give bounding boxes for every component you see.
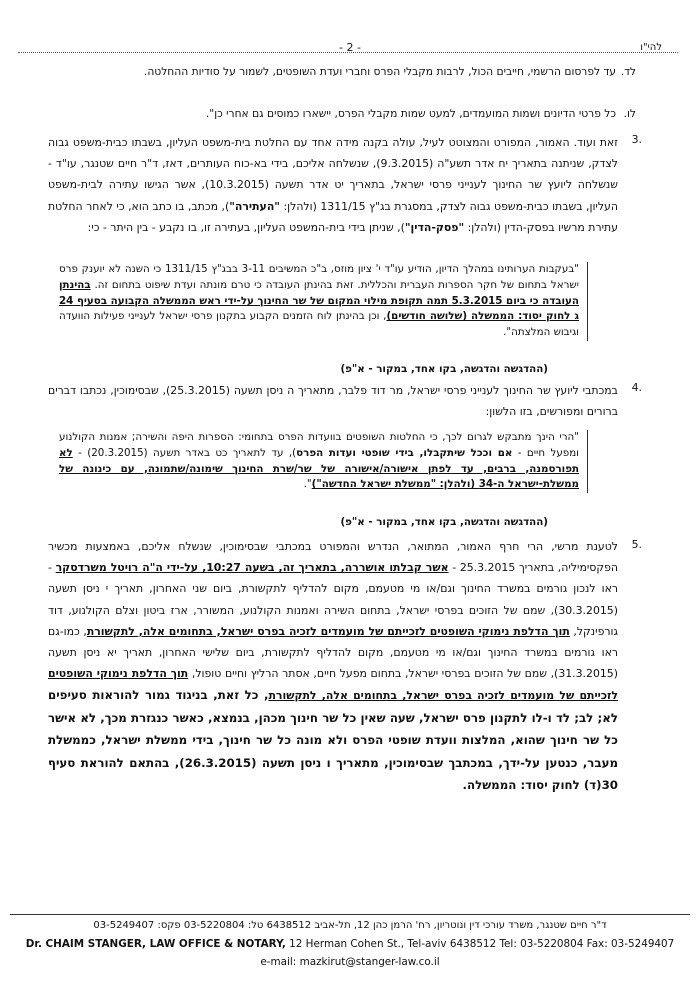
paragraph-number-4: .4 (631, 381, 642, 394)
paragraph-5: לטענת מרשי, הרי חרף האמור, המתואר, הנדרש והמפורט במכתבי שבסימוכין, שנשלח אליכם, באמצעות מכשיר הפקסימיליה, בתאריך 25.3.2015 - אשר קבלתו אושררה, בתאריך זה, בשעה 10:27, על-ידי ה"ה רויטל משרדסקר - ראו לנכון גורמים במשרד החינוך וגם/או מי מטעמם, מקום להדליף לתקשורת, ביום שני האחרון, תאריך י ניסן תשעה (30.3.2015), שמם של הזוכים בפרסי ישראל, בתחום השירה ואמנות הקולנוע, המשורר, ארז ביטון וצלם הקולנוע, דוד גורפינקל, תוך הדלפת נימוקי השופטים לזכייתם של מועמדים לזכיה בפרס ישראל, בתחומים אלה, לתקשורת, כמו-גם ראו גורמים במשרד החינוך וגם/או מי מטעמם, מקום להדליף לתקשורת, ביום שלישי האחרון, תאריך יא ניסן תשעה (31.3.2015), שמם של הזוכים בפרסי ישראל, בתחום מפעל חיים, אסתר הרליץ וחיים טופול, תוך הדלפת נימוקי השופטים לזכייתם של מועמדים לזכיה בפרס ישראל, בתחומים אלה, לתקשורת, כל זאת, בניגוד גמור להוראות סעיפים לא; לב; לד ו-לו לתקנון פרס ישראל, שעה שאין כל שר חינוך מכהן, בנמצא, כאשר כנגזרת מכך, לא אישר כל שר חינוך שהוא, המלצות וועדת שופטי הפרס ולא מונה כל שר חינוך, בידי ממשלת ישראל, כממשלת מעבר, כנטען על-ידך, במכתבך שבסימוכין, מתאריך ו ניסן תשעה (26.3.2015), בהתאם להוראת סעיף 30(ד) לחוק יסוד: הממשלה. (48, 540, 618, 793)
fax-confirmation: אשר קבלתו אושררה, בתאריך זה, בשעה 10:27, על-ידי ה"ה רויטל משרדסקר (55, 561, 449, 575)
sub-item-lu (76, 103, 636, 124)
emphasis-note: (ההדגשה והדגשה, בקו אחד, במקור - א"פ) (340, 516, 548, 528)
leak-statement-1: תוך הדלפת נימוקי השופטים לזכייתם של מועמדים לזכיה בפרס ישראל, בתחומים אלה, לתקשורת (86, 624, 570, 638)
footer-address: 12 Herman Cohen St., Tel-aviv 6438512 Tel: 03-5220804 Fax: 03-5249407 (285, 938, 675, 950)
footer-hebrew: ד"ר חיים שטנגר, משרד עורכי דין ונוטריון, רח' הרמן כהן 12, תל-אביב 6438512 טל: 03-5220804 פקס: 03-5249407 (93, 920, 607, 931)
quote-underlined: בהינתן העובדה כי ביום 5.3.2015 תמה תקופת מילוי המקום של שר החינוך על-ידי ראש הממשלה הקבועה בסעיף 24 ג לחוק יסוד: הממשלה (שלושה חודשים) (59, 278, 580, 323)
sub-item-text: עד לפרסום הרשמי, חייבים הכול, לרבות מקבלי הפרס וחברי ועדת השופטים, לשמור על סודיות ההחלטה. (143, 65, 616, 78)
quote-judgment: "בעקבות הערותינו במהלך הדיון, הודיע עו"ד י' ציון מוזס, ב"כ המשיבים 3-11 בבג"ץ 1311/15 כי השנה לא יוענק פרס ישראל בתחום של חקר הספרות העברית והכללית. זאת בהינתן העובדה כי טרם מונתה ועדת שיפוט בתחום זה. בהינתן העובדה כי ביום 5.3.2015 תמה תקופת מילוי המקום של שר החינוך על-ידי ראש הממשלה הקבועה בסעיף 24 ג לחוק יסוד: הממשלה (שלושה חודשים), וכן בהינתן לוח הזמנים הקבוע בתקנון פרסי ישראל לענייני פעילות הוועדה וגיבוש המלצתה". (59, 262, 588, 341)
emphasis-note: (ההדגשה והדגשה, בקו אחד, במקור - א"פ) (340, 363, 548, 375)
term-petition: "העתירה" (229, 199, 280, 213)
paragraph-number-3: .3 (631, 133, 642, 146)
sub-item-label: לו. (623, 107, 636, 120)
quote-letter: "הרי הינך מתבקש לגרום לכך, כי החלטות השופטים בוועדות הפרס בתחומי: הספרות היפה והשירה; אמנות הקולנוע ומפעל חיים - אם וככל שיתקבלו, בידי שופטי ועדות הפרס), עד לתאריך כט באדר תשעה (20.3.2015) - לא תפורסמנה, ברבים, עד לפתן אישורה/אישורה של שר/שרת החינוך שימונה/שתמונה, עם כינונה של ממשלת-ישראל ה-34 (ולהלן: "ממשלת ישראל החדשה")". (59, 430, 588, 493)
quote-bold: אם וככל שיתקבלו, בידי שופטי ועדות הפרס (296, 446, 513, 459)
sub-item-lad (76, 61, 636, 82)
header-rule (18, 52, 678, 53)
quote-underlined: לא תפורסמנה, ברבים, עד לפתן אישורה/אישורה של שר/שרת החינוך שימונה/שתמונה, עם כינונה של ממשלת-ישראל ה-34 (ולהלן: "ממשלת ישראל החדשה") (59, 446, 579, 491)
term-judgment: "פסק-הדין" (404, 220, 465, 234)
footer-email: e-mail: mazkirut@stanger-law.co.il (260, 956, 440, 968)
violation-statement: , כל זאת, בניגוד גמור להוראות סעיפים לא; לב; לד ו-לו לתקנון פרס ישראל, שעה שאין כל שר חינוך מכהן, בנמצא, כאשר כנגזרת מכך, לא אישר כל שר חינוך שהוא, המלצות וועדת שופטי הפרס ולא מונה כל שר חינוך, בידי ממשלת ישראל, כממשלת מעבר, כנטען על-ידך, במכתבך שבסימוכין, מתאריך ו ניסן תשעה (26.3.2015), בהתאם להוראת סעיף 30(ד) לחוק יסוד: הממשלה. (48, 688, 618, 793)
sub-item-label: לד. (620, 65, 636, 78)
footer-firm-name: Dr. CHAIM STANGER, LAW OFFICE & NOTARY, (25, 938, 286, 950)
footer-rule (10, 914, 690, 915)
header-tag: להי"ו (640, 42, 662, 53)
sub-item-text: כל פרטי הדיונים ושמות המועמדים, למעט שמות מקבלי הפרס, יישארו כמוסים גם אחרי כן". (205, 107, 616, 120)
leak-statement-2: תוך הדלפת נימוקי השופטים לזכייתם של מועמדים לזכיה בפרס ישראל, בתחומים אלה, לתקשורת (48, 667, 618, 703)
page-number: - 2 - (339, 41, 361, 54)
paragraph-number-5: .5 (631, 538, 642, 551)
footer-english (0, 938, 700, 950)
paragraph-3: זאת ועוד. האמור, המפורט והמצוטט לעיל, עולה בקנה מידה אחד עם החלטת בית-משפט העליון, בשבתו כבית-משפט גבוה לצדק, שניתנה בתאריך יח אדר תשע"ה (9.3.2015), שנשלחה אליכם, בידי בא-כוח העותרים, דאז, ד"ר חיים שטנגר, עו"ד - שנשלחה ליועץ שר החינוך לענייני פרסי ישראל, בתאריך יט אדר תשעה (10.3.2015), אשר הגישו עתירה לבית-משפט העליון, בשבתו כבית-משפט גבוה לצדק, במסגרת בג"ץ 1311/15 (ולהלן: "העתירה"), מכתב, בו כתב הוא, כי לאחר החלטת עתירת מרשיו בפסק-הדין (ולהלן: "פסק-הדין"), שניתן בידי בית-המשפט העליון, בעתירה זו, בו נקבע - בין היתר - כי: (48, 136, 618, 234)
paragraph-4: במכתבי ליועץ שר החינוך לענייני פרסי ישראל, מר דוד פלבר, מתאריך ה ניסן תשעה (25.3.2015), שבסימוכין, נכתבו דברים ברורים ומפורשים, בזו הלשון: (48, 384, 618, 419)
